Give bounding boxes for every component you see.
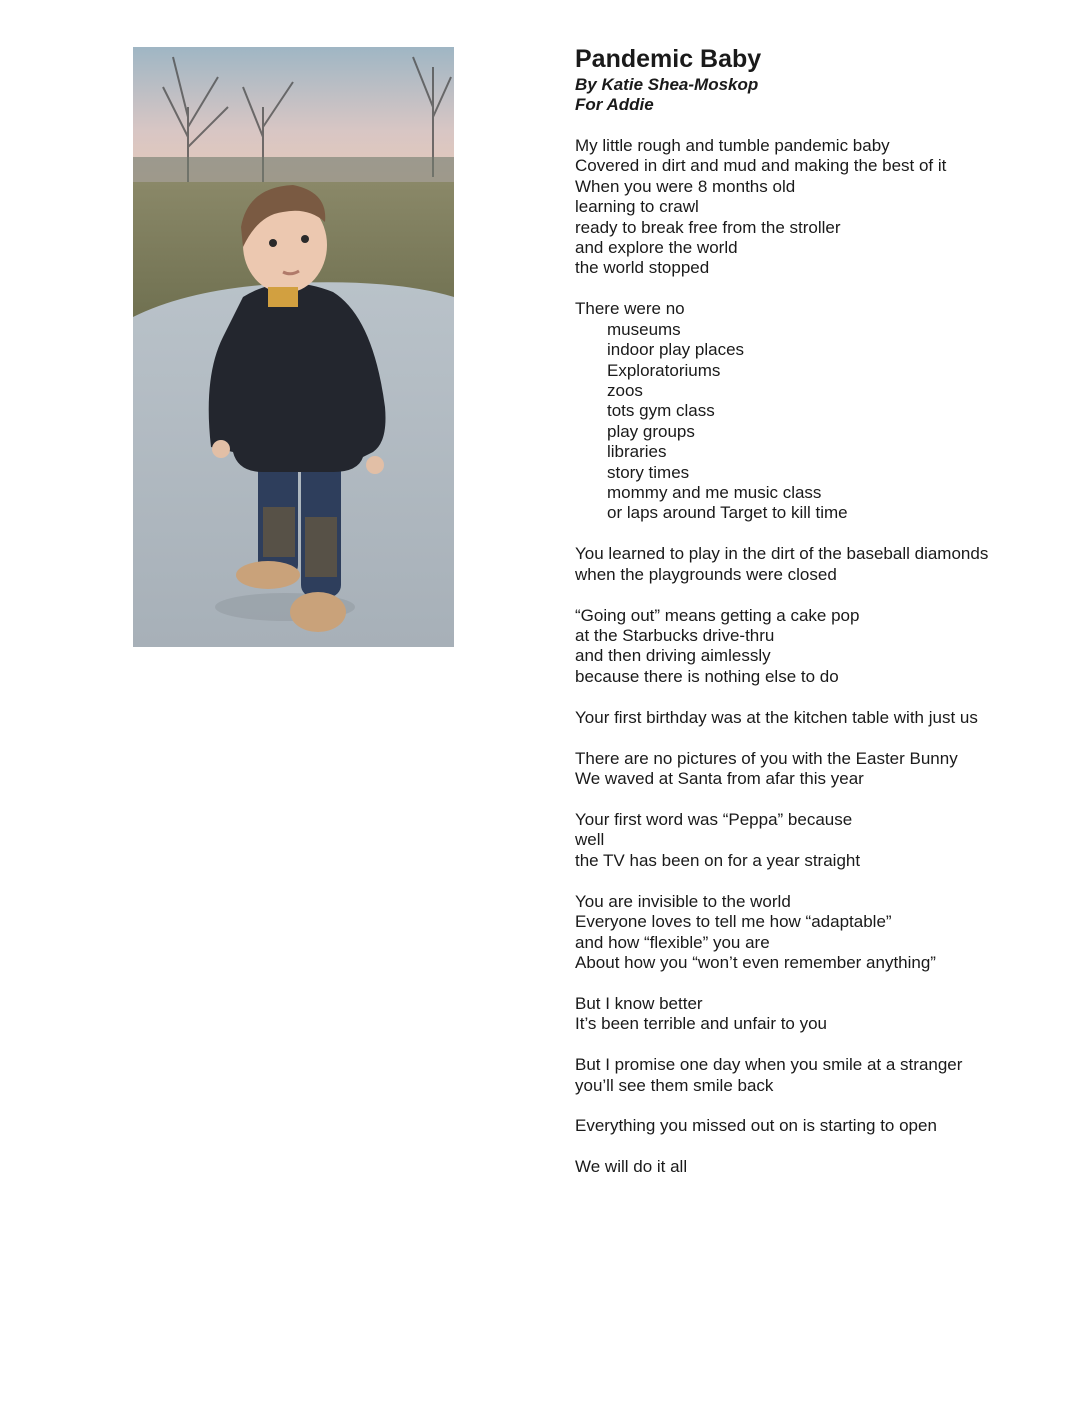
poem-stanza <box>575 1116 1075 1136</box>
poem-line: because there is nothing else to do <box>575 666 839 686</box>
poem-line: you’ll see them smile back <box>575 1075 774 1095</box>
poem-line: tots gym class <box>607 401 715 421</box>
poem-line: well <box>575 830 605 850</box>
poem-line: Everyone loves to tell me how “adaptable” <box>575 912 892 932</box>
poem-stanza <box>575 1055 1075 1096</box>
poem-line: at the Starbucks drive-thru <box>575 626 775 646</box>
poem-line: learning to crawl <box>575 197 699 217</box>
poem-line: There were no <box>575 299 685 319</box>
poem-stanza <box>575 299 1075 523</box>
poem-line: the world stopped <box>575 258 710 278</box>
poem-line: museums <box>607 319 681 339</box>
poem-line: indoor play places <box>607 340 745 360</box>
poem-line: Everything you missed out on is starting to open <box>575 1116 937 1136</box>
toddler-photo-illustration <box>133 47 454 647</box>
poem-stanza <box>575 708 1075 728</box>
poem-line: Your first word was “Peppa” because <box>575 809 853 829</box>
poem-line: Exploratoriums <box>607 360 721 380</box>
poem-line: My little rough and tumble pandemic baby <box>575 136 890 155</box>
poem-line: But I promise one day when you smile at a stranger <box>575 1055 963 1075</box>
poem-line: It’s been terrible and unfair to you <box>575 1014 828 1034</box>
poem-line: when the playgrounds were closed <box>575 564 837 584</box>
poem-stanza <box>575 1157 1075 1177</box>
poem-line: But I know better <box>575 993 703 1013</box>
poem-stanza <box>575 136 1075 279</box>
poem-stanza <box>575 810 1075 871</box>
poem-line: ready to break free from the stroller <box>575 217 841 237</box>
poem-stanza <box>575 994 1075 1035</box>
poem-line: the TV has been on for a year straight <box>575 850 861 870</box>
poem-byline: By Katie Shea-Moskop <box>575 75 759 94</box>
poem-line: or laps around Target to kill time <box>607 503 848 523</box>
poem-line: play groups <box>607 421 695 441</box>
poem <box>575 44 1075 1198</box>
poem-line: Your first birthday was at the kitchen table with just us <box>575 707 978 727</box>
poem-line: About how you “won’t even remember anything” <box>575 952 936 972</box>
poem-line: There are no pictures of you with the Easter Bunny <box>575 748 958 768</box>
poem-line: and how “flexible” you are <box>575 932 770 952</box>
poem-line: We will do it all <box>575 1157 688 1177</box>
toddler-photo <box>133 47 454 647</box>
poem-line: libraries <box>607 442 667 462</box>
poem-stanzas <box>575 136 1075 1178</box>
poem-line: We waved at Santa from afar this year <box>575 769 864 789</box>
poem-title: Pandemic Baby <box>575 45 762 73</box>
poem-line: mommy and me music class <box>607 483 822 502</box>
poem-line: story times <box>607 462 690 482</box>
poem-line: When you were 8 months old <box>575 176 796 196</box>
poem-line: and then driving aimlessly <box>575 646 771 666</box>
poem-line: Covered in dirt and mud and making the best of it <box>575 156 947 176</box>
poem-line: You are invisible to the world <box>575 891 791 911</box>
poem-stanza <box>575 749 1075 790</box>
poem-line: and explore the world <box>575 238 738 258</box>
poem-line: zoos <box>607 380 643 400</box>
poem-stanza <box>575 606 1075 688</box>
poem-stanza <box>575 544 1075 585</box>
poem-dedication: For Addie <box>575 95 654 114</box>
poem-line: “Going out” means getting a cake pop <box>575 605 860 625</box>
poem-line: You learned to play in the dirt of the baseball diamonds <box>575 544 989 564</box>
poem-stanza <box>575 892 1075 974</box>
